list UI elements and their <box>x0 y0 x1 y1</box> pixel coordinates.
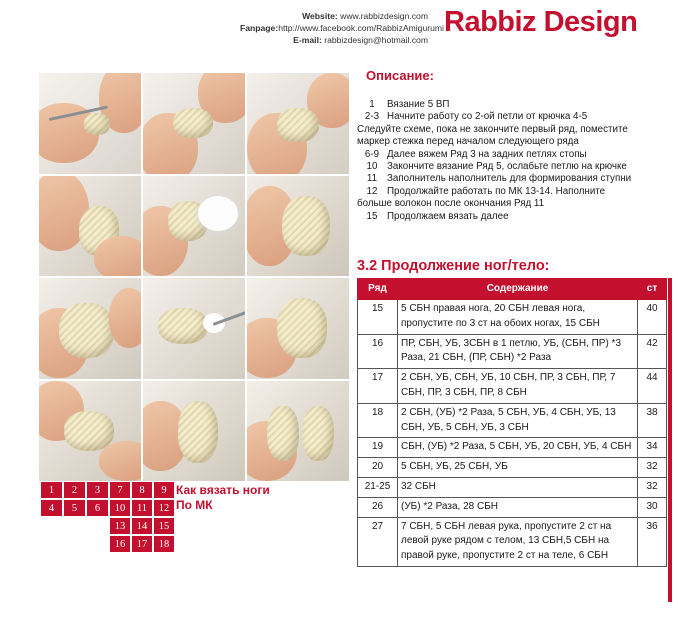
row-number-cell: 26 <box>358 497 398 517</box>
photo-number-cell: 6 <box>87 500 108 516</box>
stitch-count-cell: 40 <box>638 300 667 335</box>
description-item-text: Далее вяжем Ряд 3 на задних петлях стопы <box>387 148 587 160</box>
content-cell: 5 СБН, УБ, 25 СБН, УБ <box>398 458 638 478</box>
photo-number-cell: 14 <box>132 518 152 534</box>
description-item <box>357 161 647 173</box>
row-number-cell: 15 <box>358 300 398 335</box>
description-item-text: Следуйте схеме, пока не закончите первый ряд, поместите маркер стежка перед началом следующего ряда <box>357 123 628 148</box>
photo-number-cell: 8 <box>132 482 152 498</box>
row-number-cell: 17 <box>358 369 398 404</box>
website-label: Website: <box>302 11 338 21</box>
photo-number-cell: 16 <box>110 536 130 552</box>
howto-caption <box>176 483 270 513</box>
row-number-cell: 19 <box>358 438 398 458</box>
photo-number-cell: 15 <box>154 518 174 534</box>
stitch-count-cell: 34 <box>638 438 667 458</box>
number-grid-left <box>41 482 108 516</box>
photo-number-cell: 13 <box>110 518 130 534</box>
row-number-cell: 27 <box>358 517 398 566</box>
stitch-count-cell: 38 <box>638 403 667 438</box>
fanpage-label: Fanpage: <box>240 23 279 33</box>
table-row <box>358 334 667 369</box>
description-item-number: 6-9 <box>364 148 380 160</box>
brand-logo: Rabbiz Design <box>444 6 638 38</box>
pattern-table <box>357 278 667 567</box>
photo-grid <box>39 73 349 481</box>
photo-number-cell: 2 <box>64 482 85 498</box>
description-item <box>357 124 647 149</box>
description-item-number: 2-3 <box>364 111 380 123</box>
table-row <box>358 477 667 497</box>
table-row <box>358 300 667 335</box>
content-cell: СБН, (УБ) *2 Раза, 5 СБН, УБ, 20 СБН, УБ, 4 СБН <box>398 438 638 458</box>
stitch-count-cell: 32 <box>638 458 667 478</box>
photo-number-cell: 4 <box>41 500 62 516</box>
photo-step-1 <box>39 73 141 174</box>
description-item-text: Заполнитель наполнитель для формирования ступни <box>387 173 632 185</box>
photo-number-cell: 3 <box>87 482 108 498</box>
table-row <box>358 369 667 404</box>
description-item <box>357 111 647 123</box>
description-item-text: Продолжайте работать по МК 13-14. Наполните <box>387 185 606 197</box>
description-item <box>357 149 647 161</box>
header-row-number: Ряд <box>358 279 398 300</box>
row-number-cell: 20 <box>358 458 398 478</box>
row-number-cell: 16 <box>358 334 398 369</box>
fanpage-link[interactable]: http://www.facebook.com/RabbizAmigurumi <box>278 23 444 33</box>
photo-step-3 <box>247 73 349 174</box>
photo-number-cell: 9 <box>154 482 174 498</box>
photo-number-cell: 10 <box>110 500 130 516</box>
stitch-count-cell: 30 <box>638 497 667 517</box>
email-label: E-mail: <box>293 35 322 45</box>
content-cell: 2 СБН, (УБ) *2 Раза, 5 СБН, УБ, 4 СБН, УБ, 13 СБН, УБ, 5 СБН, УБ, 3 СБН <box>398 403 638 438</box>
content-cell: ПР, СБН, УБ, 3СБН в 1 петлю, УБ, (СБН, ПР) *3 Раза, 21 СБН, (ПР, СБН) *2 Раза <box>398 334 638 369</box>
howto-line-1: Как вязать ноги <box>176 483 270 497</box>
accent-bar <box>668 278 672 602</box>
photo-step-2 <box>143 73 245 174</box>
description-item-text: больше волокон после окончания Ряд 11 <box>357 198 545 210</box>
table-row <box>358 438 667 458</box>
header-stitches: ст <box>638 279 667 300</box>
description-item-text: Закончите вязание Ряд 5, ослабьте петлю на крючке <box>387 161 627 173</box>
description-list <box>357 99 647 223</box>
photo-step-7 <box>39 278 141 379</box>
photo-step-6 <box>247 176 349 277</box>
description-item-number: 15 <box>366 210 378 222</box>
description-item <box>357 173 647 185</box>
content-cell: 5 СБН правая нога, 20 СБН левая нога, пропустите по 3 ст на обоих ногах, 15 СБН <box>398 300 638 335</box>
row-number-cell: 18 <box>358 403 398 438</box>
photo-step-4 <box>39 176 141 277</box>
website-link[interactable]: www.rabbizdesign.com <box>340 11 428 21</box>
stitch-count-cell: 36 <box>638 517 667 566</box>
photo-step-10 <box>39 381 141 482</box>
stitch-count-cell: 42 <box>638 334 667 369</box>
photo-number-cell: 17 <box>132 536 152 552</box>
photo-number-cell: 1 <box>41 482 62 498</box>
photo-step-11 <box>143 381 245 482</box>
description-title: Описание: <box>366 68 434 83</box>
photo-step-8 <box>143 278 245 379</box>
description-item-number: 1 <box>369 99 375 110</box>
photo-step-9 <box>247 278 349 379</box>
content-cell: 2 СБН, УБ, СБН, УБ, 10 СБН, ПР, 3 СБН, ПР, 7 СБН, ПР, 3 СБН, ПР, 8 СБН <box>398 369 638 404</box>
description-item-text: Продолжаем вязать далее <box>387 210 509 222</box>
photo-step-5 <box>143 176 245 277</box>
description-item-text: Вязание 5 ВП <box>387 99 450 110</box>
description-item <box>357 211 647 223</box>
content-cell: 7 СБН, 5 СБН левая рука, пропустите 2 ст на левой руке рядом с телом, 13 СБН,5 СБН на правой руке, пропустите 2 ст на теле, 6 СБН <box>398 517 638 566</box>
table-row <box>358 458 667 478</box>
description-item-number: 11 <box>366 173 378 185</box>
content-cell: 32 СБН <box>398 477 638 497</box>
photo-number-cell: 11 <box>132 500 152 516</box>
description-item <box>357 99 647 111</box>
howto-line-2: По МК <box>176 498 213 512</box>
stitch-count-cell: 44 <box>638 369 667 404</box>
row-number-cell: 21-25 <box>358 477 398 497</box>
section-title: 3.2 Продолжение ног/тело: <box>357 258 550 274</box>
description-item-number: 12 <box>366 185 378 197</box>
stitch-count-cell: 32 <box>638 477 667 497</box>
table-row <box>358 517 667 566</box>
email-link[interactable]: rabbizdesign@hotmail.com <box>324 35 428 45</box>
table-header-row <box>358 279 667 300</box>
description-item <box>357 186 647 198</box>
header-content: Содержание <box>398 279 638 300</box>
number-grid-right <box>110 482 174 552</box>
table-row <box>358 497 667 517</box>
photo-number-cell: 18 <box>154 536 174 552</box>
contact-info <box>240 10 444 46</box>
photo-number-cell: 7 <box>110 482 130 498</box>
description-item-text: Начните работу со 2-ой петли от крючка 4-5 <box>387 111 588 123</box>
description-item <box>357 198 647 210</box>
table-row <box>358 403 667 438</box>
photo-number-cell: 5 <box>64 500 85 516</box>
photo-number-cell: 12 <box>154 500 174 516</box>
photo-step-12 <box>247 381 349 482</box>
content-cell: (УБ) *2 Раза, 28 СБН <box>398 497 638 517</box>
description-item-number: 10 <box>366 161 378 173</box>
